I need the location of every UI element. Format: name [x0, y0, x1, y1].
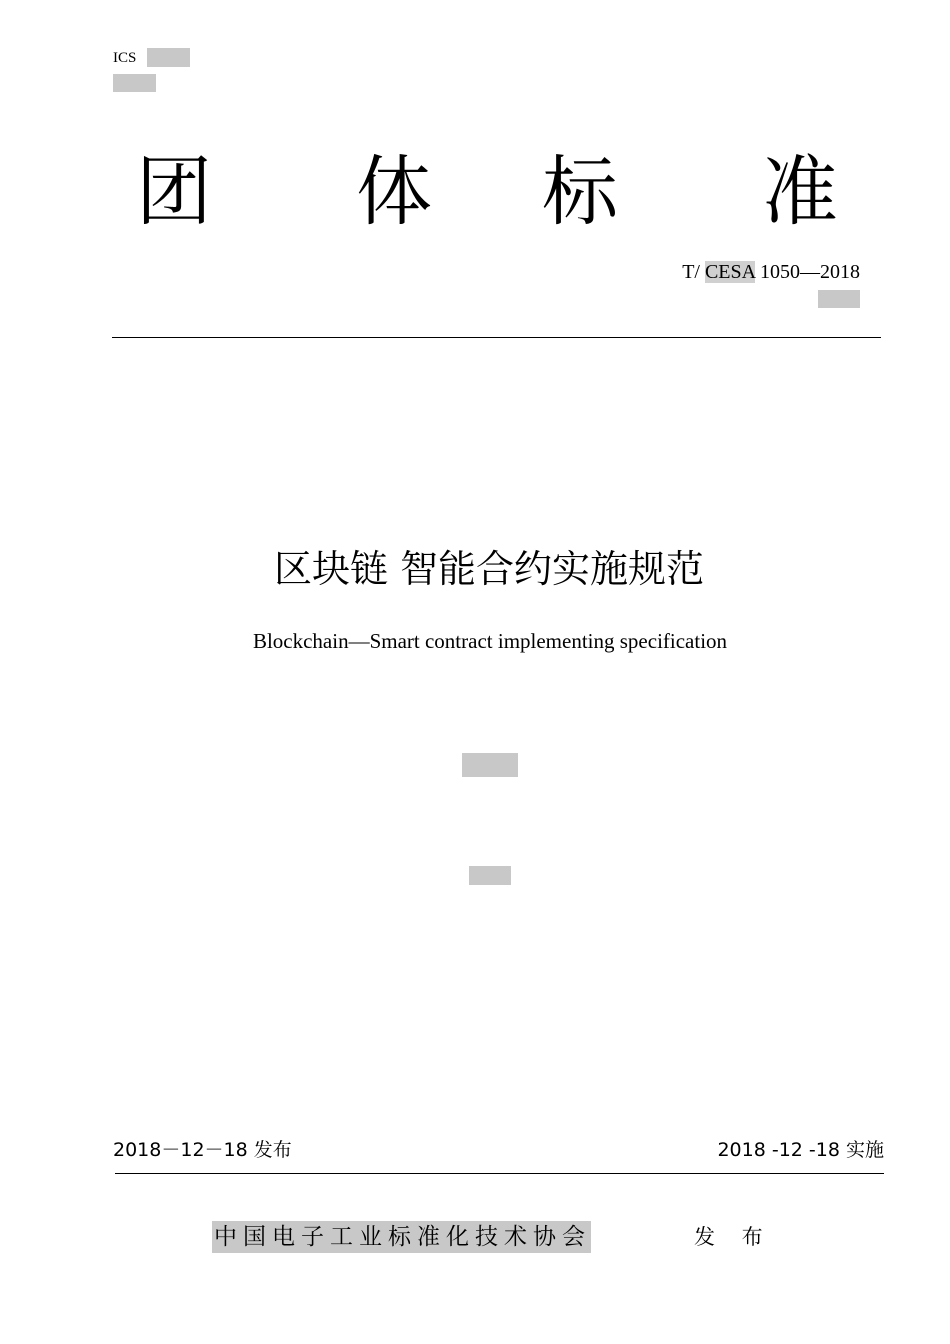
completion-date-placeholder — [469, 866, 511, 885]
category-char-2: 体 — [356, 147, 432, 236]
standard-number-value: 1050—2018 — [760, 261, 860, 283]
issue-date: 2018－12－18 发布 — [113, 1139, 292, 1161]
standard-org-code: CESA — [704, 261, 755, 283]
footer-rule — [115, 1173, 884, 1174]
title-chinese: 区块链 智能合约实施规范 — [273, 547, 705, 591]
category-char-3: 标 — [542, 147, 618, 236]
implementation-date: 2018 -12 -18 实施 — [717, 1139, 884, 1161]
replaces-placeholder — [818, 290, 860, 308]
publisher-name: 中国电子工业标准化技术协会 — [212, 1221, 591, 1253]
ccs-code-placeholder — [113, 74, 156, 92]
ics-label: ICS — [113, 50, 137, 66]
standard-number — [682, 259, 860, 285]
ics-code-placeholder — [147, 48, 190, 67]
draft-stage-placeholder — [462, 753, 518, 777]
publish-label: 发 布 — [694, 1225, 773, 1249]
header-rule — [112, 337, 881, 338]
category-char-4: 准 — [762, 147, 838, 236]
title-english: Blockchain—Smart contract implementing specification — [252, 629, 728, 653]
category-char-1: 团 — [136, 147, 212, 236]
standard-prefix: T/ — [682, 261, 700, 283]
